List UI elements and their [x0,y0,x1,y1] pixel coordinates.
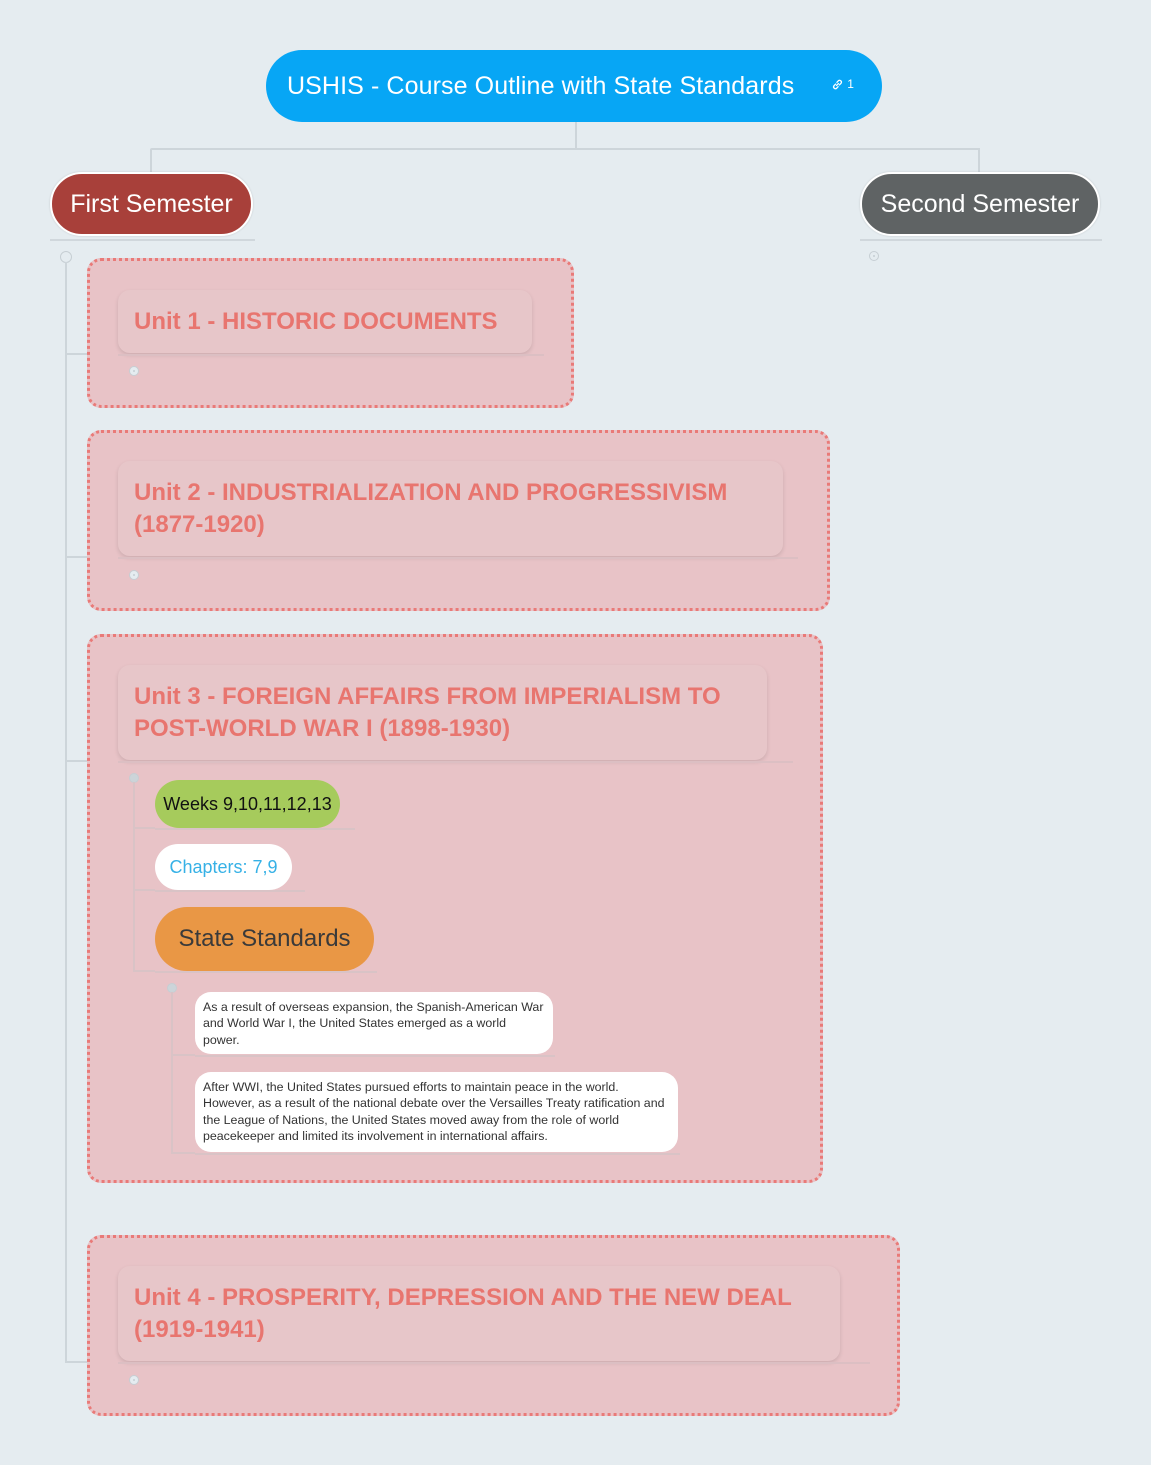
standard-1-branch [171,1054,195,1056]
first-semester-topic[interactable] [50,172,253,236]
first-semester-trunk [65,262,67,1363]
standards-children-trunk [171,992,173,1154]
second-semester-underline [860,239,1102,241]
standard-note-2-underline [195,1153,680,1155]
central-topic-title: USHIS - Course Outline with State Standards [287,71,795,100]
unit-3-children-trunk [133,782,135,971]
unit-2-topic[interactable] [118,461,783,556]
chapters-topic[interactable] [155,844,292,890]
unit-2-collapse-toggle[interactable] [129,570,139,580]
unit-3-underline [118,761,793,763]
second-semester-collapse-toggle[interactable] [869,251,879,261]
unit-1-title: Unit 1 - HISTORIC DOCUMENTS [134,307,498,335]
standard-note-1[interactable] [195,992,553,1054]
root-connector-left [150,148,152,174]
chapters-label: Chapters: 7,9 [169,856,278,877]
weeks-underline [155,828,355,830]
standard-2-branch [171,1152,195,1154]
state-standards-label: State Standards [178,925,351,952]
link-count: 1 [847,77,854,91]
unit-4-title: Unit 4 - PROSPERITY, DEPRESSION AND THE NEW DEAL (1919-1941) [134,1283,792,1343]
unit-3-title: Unit 3 - FOREIGN AFFAIRS FROM IMPERIALISM TO POST-WORLD WAR I (1898-1930) [134,682,721,742]
second-semester-label: Second Semester [880,189,1080,218]
unit-1-topic[interactable] [118,290,532,353]
unit-4-collapse-toggle[interactable] [129,1375,139,1385]
chapters-underline [155,890,305,892]
state-standards-underline [155,971,377,973]
link-icon [831,78,844,91]
central-topic[interactable] [266,50,882,122]
unit-1-underline [118,354,544,356]
root-connector-horizontal [152,148,980,150]
first-semester-underline [50,239,255,241]
standard-note-2[interactable] [195,1072,678,1152]
weeks-label: Weeks 9,10,11,12,13 [163,793,332,814]
unit-2-underline [118,557,798,559]
chapters-branch [133,889,155,891]
unit-4-underline [118,1362,870,1364]
first-semester-label: First Semester [70,189,233,218]
unit-4-topic[interactable] [118,1266,840,1361]
root-connector-vertical [575,122,577,150]
unit-1-collapse-toggle[interactable] [129,366,139,376]
root-connector-right [978,148,980,174]
standard-note-1-underline [195,1055,555,1057]
topic-link-badge[interactable] [831,77,854,91]
unit-3-topic[interactable] [118,665,767,760]
second-semester-topic[interactable] [860,172,1100,236]
standards-branch [133,970,155,972]
state-standards-topic[interactable] [155,907,374,971]
standard-note-2-text: After WWI, the United States pursued efforts to maintain peace in the world. However, as a result of the national debate over the Versailles Treaty ratification and the League of Nations, the United States moved away from the role of world peacekeeper and limited its involvement in international affairs. [203,1080,665,1143]
standard-note-1-text: As a result of overseas expansion, the Spanish-American War and World War I, the United States emerged as a world power. [203,1000,544,1047]
unit-2-title: Unit 2 - INDUSTRIALIZATION AND PROGRESSIVISM (1877-1920) [134,478,728,538]
weeks-branch [133,827,155,829]
weeks-topic[interactable] [155,780,340,828]
